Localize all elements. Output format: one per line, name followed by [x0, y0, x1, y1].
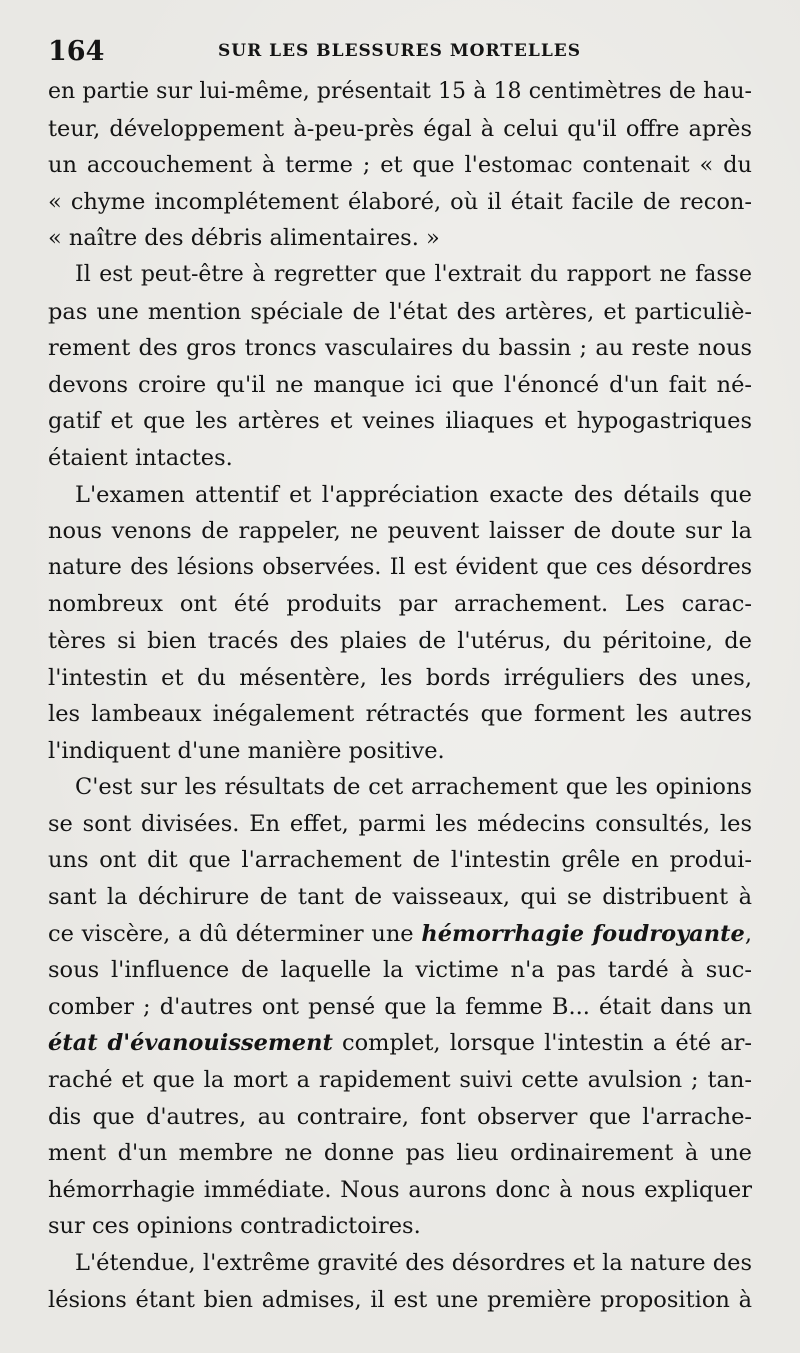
text-line: teur, développement à-peu-près égal à celui qu'il offre après: [48, 115, 752, 142]
running-head: SUR LES BLESSURES MORTELLES: [218, 41, 582, 61]
text-segment: ce viscère, a dû déterminer une: [48, 920, 422, 947]
text-line: les lambeaux inégalement rétractés que forment les autres: [48, 701, 752, 728]
text-line: [48, 916, 752, 953]
text-line: [48, 1025, 752, 1062]
text-line: uns ont dit que l'arrachement de l'intestin grêle en produi-: [48, 847, 752, 874]
text-line: devons croire qu'il ne manque ici que l'énoncé d'un fait né-: [48, 371, 752, 398]
body-text: [48, 74, 752, 1318]
text-line: « chyme incomplétement élaboré, où il était facile de recon-: [48, 188, 752, 215]
text-line: sur ces opinions contradictoires.: [48, 1213, 421, 1240]
text-segment: complet, lorsque l'intestin a été ar-: [332, 1030, 752, 1057]
text-line: rement des gros troncs vasculaires du bassin ; au reste nous: [48, 335, 752, 362]
text-line: nombreux ont été produits par arrachement. Les carac-: [48, 591, 752, 618]
text-line: dis que d'autres, au contraire, font observer que l'arrache-: [48, 1103, 752, 1130]
text-line: l'indiquent d'une manière positive.: [48, 737, 445, 764]
text-line: tères si bien tracés des plaies de l'utérus, du péritoine, de: [48, 627, 752, 654]
text-line: en partie sur lui-même, présentait 15 à 18 centimètres de hau-: [48, 79, 752, 104]
text-line: gatif et que les artères et veines iliaques et hypogastriques: [48, 408, 752, 435]
text-line: sant la déchirure de tant de vaisseaux, qui se distribuent à: [48, 884, 752, 911]
text-line: « naître des débris alimentaires. »: [48, 225, 440, 252]
italic-emphasis: état d'évanouissement: [48, 1030, 333, 1057]
text-line: raché et que la mort a rapidement suivi cette avulsion ; tan-: [48, 1067, 752, 1094]
text-line: hémorrhagie immédiate. Nous aurons donc à nous expliquer: [48, 1176, 752, 1203]
text-line: un accouchement à terme ; et que l'estomac contenait « du: [48, 152, 752, 179]
text-line: C'est sur les résultats de cet arrachement que les opinions: [75, 774, 752, 801]
page-number: 164: [48, 36, 105, 67]
text-segment: ,: [744, 920, 752, 947]
text-line: pas une mention spéciale de l'état des artères, et particuliè-: [48, 298, 752, 325]
text-line: nous venons de rappeler, ne peuvent laisser de doute sur la: [48, 518, 752, 545]
italic-emphasis: hémorrhagie foudroyante: [421, 920, 745, 947]
text-line: L'examen attentif et l'appréciation exacte des détails que: [75, 481, 752, 508]
text-line: comber ; d'autres ont pensé que la femme B... était dans un: [48, 993, 752, 1020]
page-header: [48, 36, 753, 70]
text-line: ment d'un membre ne donne pas lieu ordinairement à une: [48, 1140, 752, 1167]
text-line: l'intestin et du mésentère, les bords irréguliers des unes,: [48, 664, 752, 691]
text-line: L'étendue, l'extrême gravité des désordres et la nature des: [75, 1250, 752, 1276]
text-line: sous l'influence de laquelle la victime n'a pas tardé à suc-: [48, 957, 752, 984]
text-line: lésions étant bien admises, il est une première proposition à: [48, 1286, 752, 1313]
text-line: se sont divisées. En effet, parmi les médecins consultés, les: [48, 810, 752, 837]
text-line: nature des lésions observées. Il est évident que ces désordres: [48, 554, 752, 580]
text-line: étaient intactes.: [48, 444, 233, 471]
text-line: Il est peut-être à regretter que l'extrait du rapport ne fasse: [75, 261, 752, 287]
